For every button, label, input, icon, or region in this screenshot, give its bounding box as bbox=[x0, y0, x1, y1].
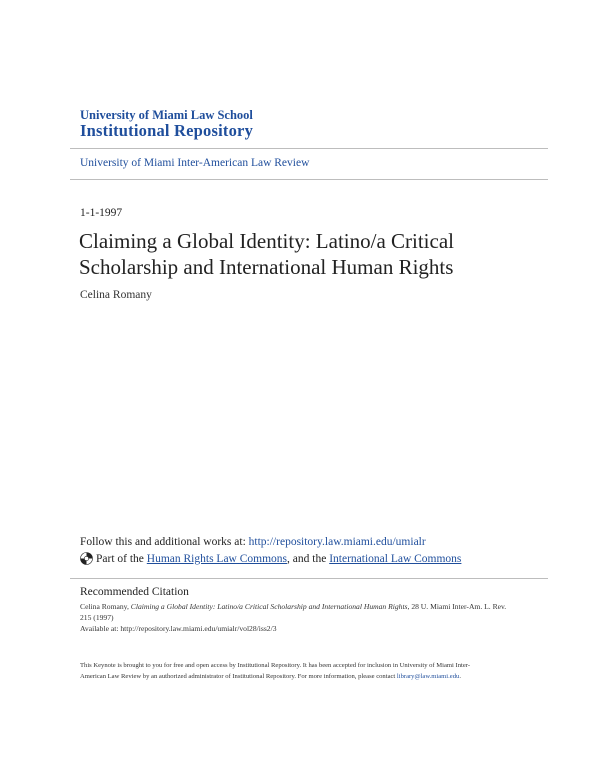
human-rights-commons-link[interactable]: Human Rights Law Commons bbox=[146, 552, 288, 565]
part-of-label: Part of the bbox=[96, 552, 144, 565]
citation-line bbox=[80, 601, 540, 612]
citation-source: , 28 U. Miami Inter-Am. L. Rev. bbox=[407, 602, 507, 611]
institution-name[interactable]: University of Miami Law School bbox=[80, 108, 253, 122]
disclaimer bbox=[80, 660, 540, 682]
citation-title: Claiming a Global Identity: Latino/a Critical Scholarship and International Human Rights bbox=[130, 602, 408, 611]
disclaimer-text: American Law Review by an authorized administrator of Institutional Repository. For more information, please contact bbox=[80, 673, 397, 680]
disclaimer-line bbox=[80, 671, 540, 682]
repository-name[interactable]: Institutional Repository bbox=[80, 121, 254, 140]
commons-network-icon bbox=[80, 552, 93, 565]
recommended-citation-heading: Recommended Citation bbox=[80, 586, 189, 598]
article-title-line: Scholarship and International Human Rights bbox=[79, 255, 454, 279]
disclaimer-end: . bbox=[459, 673, 461, 680]
disclaimer-line: This Keynote is brought to you for free and open access by Institutional Repository. It has been accepted for inclusion in University of Miami Inter- bbox=[80, 662, 471, 669]
citation-availability: Available at: http://repository.law.miami.edu/umialr/vol28/iss2/3 bbox=[80, 624, 277, 633]
article-title-line: Claiming a Global Identity: Latino/a Critical bbox=[79, 229, 454, 253]
author-name: Celina Romany bbox=[80, 289, 152, 301]
citation-line: 215 (1997) bbox=[80, 613, 114, 622]
series-link[interactable]: University of Miami Inter-American Law Review bbox=[80, 157, 310, 169]
divider bbox=[70, 148, 548, 149]
part-of-separator: , and the bbox=[287, 552, 327, 565]
international-law-commons-link[interactable]: International Law Commons bbox=[329, 552, 462, 565]
repository-url-link[interactable]: http://repository.law.miami.edu/umialr bbox=[248, 536, 426, 548]
divider bbox=[70, 578, 548, 579]
follow-line bbox=[80, 536, 426, 548]
divider bbox=[70, 179, 548, 180]
article-title bbox=[79, 228, 539, 280]
citation-text bbox=[80, 601, 540, 634]
follow-label: Follow this and additional works at: bbox=[80, 536, 249, 548]
publication-date: 1-1-1997 bbox=[80, 207, 123, 219]
citation-author: Celina Romany, bbox=[80, 602, 131, 611]
part-of-line bbox=[80, 552, 461, 565]
contact-email-link[interactable]: library@law.miami.edu bbox=[396, 673, 460, 680]
